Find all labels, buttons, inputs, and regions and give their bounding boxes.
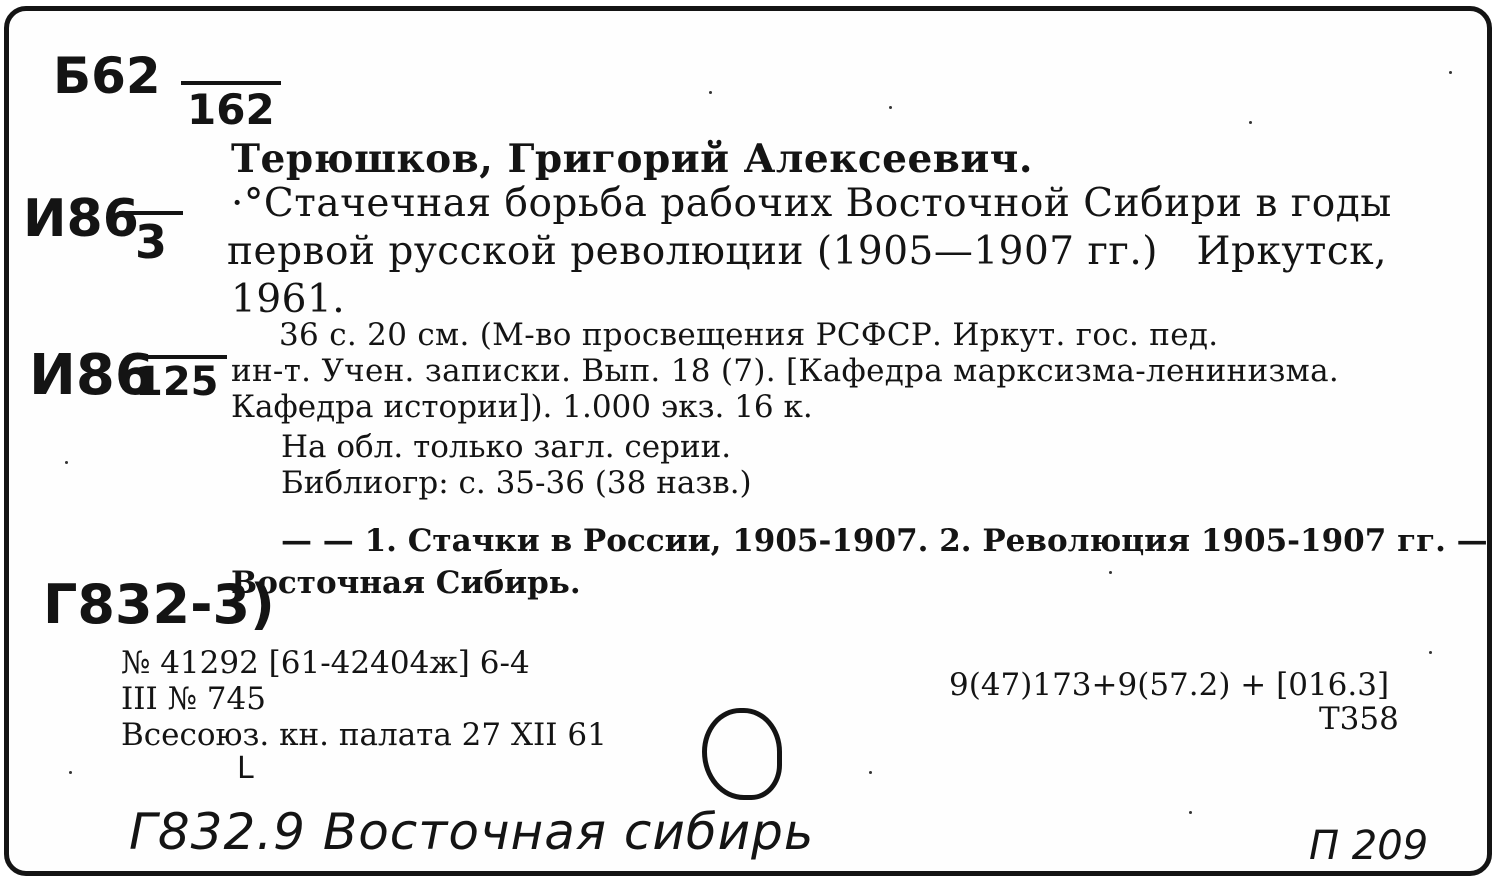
scan-speck <box>1189 811 1192 814</box>
handwritten-circle-mark <box>702 708 782 800</box>
title-line-1 <box>231 181 1391 226</box>
publication-year: 1961. <box>231 277 346 322</box>
record-number: № 41292 [61-42404ж] 6-4 <box>121 645 530 681</box>
scan-speck <box>1449 71 1452 74</box>
classification-index: 9(47)173+9(57.2) + [016.3] <box>949 667 1390 703</box>
scan-speck <box>889 106 892 109</box>
record-number-2: III № 745 <box>121 681 266 717</box>
handwritten-shelf-mark-2: И86 <box>23 189 139 249</box>
title-line-1-text: Стачечная борьба рабочих Восточной Сибири в годы <box>263 181 1392 226</box>
handwritten-class-mark: Г832-3) <box>43 573 275 636</box>
scan-speck <box>709 91 712 94</box>
handwritten-small-mark: L <box>237 751 254 786</box>
handwritten-shelf-mark-1: Б62 <box>53 47 161 105</box>
subjects-line-1: — — 1. Стачки в России, 1905-1907. 2. Революция 1905-1907 гг. — <box>281 523 1488 559</box>
description-line-2: ин-т. Учен. записки. Вып. 18 (7). [Кафедра марксизма-ленинизма. <box>231 353 1340 389</box>
scan-speck <box>1249 121 1252 124</box>
note-cover: На обл. только загл. серии. <box>281 429 732 465</box>
title-line-2 <box>227 229 1387 274</box>
handwritten-shelf-mark-3-sub: 125 <box>127 355 227 405</box>
scan-speck <box>869 771 872 774</box>
description-line-3: Кафедра истории]). 1.000 экз. 16 к. <box>231 389 813 425</box>
bullet-icon: ·° <box>231 181 264 226</box>
title-line-2-right: Иркутск, <box>1196 229 1387 274</box>
author-mark: Т358 <box>1319 701 1399 737</box>
scan-speck <box>1429 651 1432 654</box>
note-bibliography: Библиогр: с. 35-36 (38 назв.) <box>281 465 752 501</box>
author-heading: Терюшков, Григорий Алексеевич. <box>231 136 1033 182</box>
subjects-line-2: Восточная Сибирь. <box>231 565 581 601</box>
book-chamber: Всесоюз. кн. палата 27 XII 61 <box>121 717 607 753</box>
scan-speck <box>1109 571 1112 574</box>
handwritten-shelf-mark-1-sub: 162 <box>181 81 281 134</box>
scan-speck <box>69 771 72 774</box>
handwritten-bottom-note: Г832.9 Восточная сибирь <box>129 803 815 861</box>
handwritten-bottom-right-note: П 209 <box>1309 823 1429 869</box>
scan-speck <box>65 461 68 464</box>
handwritten-shelf-mark-3: И86 <box>29 343 154 408</box>
catalog-card <box>4 6 1492 876</box>
description-line-1: 36 с. 20 см. (М-во просвещения РСФСР. Иркут. гос. пед. <box>279 317 1219 353</box>
title-line-2-left: первой русской революции (1905—1907 гг.) <box>227 229 1158 274</box>
handwritten-shelf-mark-2-sub: 3 <box>119 211 183 269</box>
